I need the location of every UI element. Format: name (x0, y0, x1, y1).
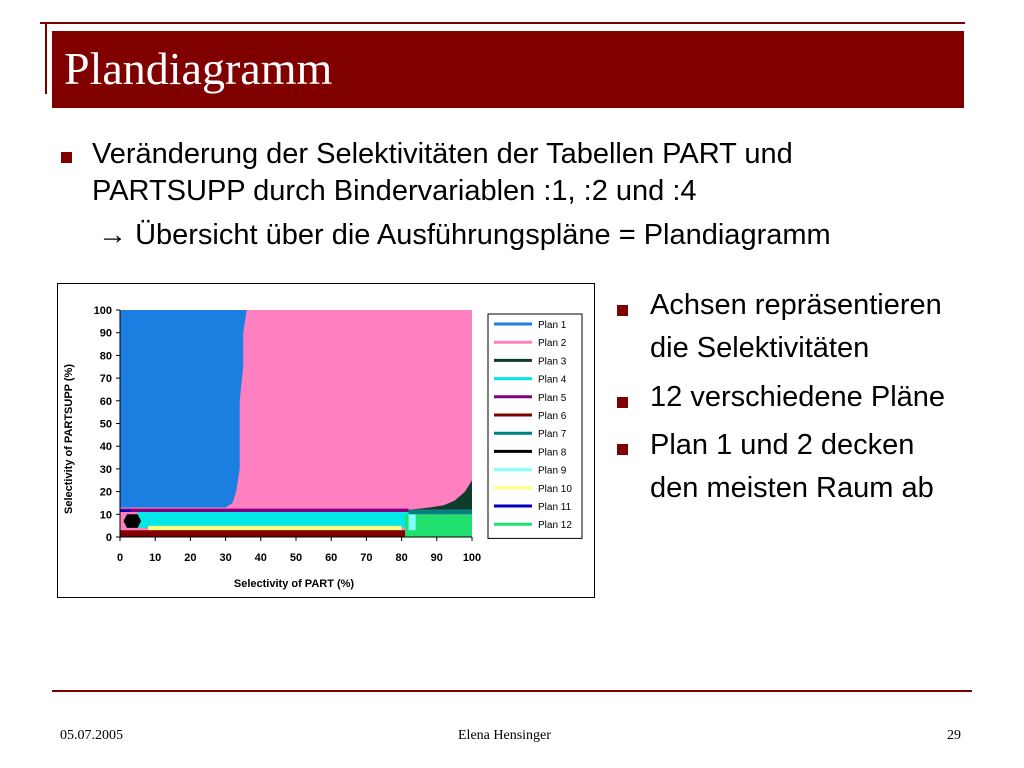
y-tick-label: 80 (99, 350, 112, 363)
legend-label-plan8: Plan 8 (538, 447, 567, 459)
right-bullet-1-line-1: Achsen repräsentieren (650, 289, 942, 321)
bullet-square (61, 152, 72, 163)
right-bullet-3-line-1: Plan 1 und 2 decken (650, 429, 915, 461)
region-plan-4 (138, 512, 409, 528)
y-tick-label: 0 (105, 532, 112, 544)
decorative-left-line (45, 22, 47, 94)
y-tick-label: 40 (99, 441, 112, 454)
y-tick-label: 10 (99, 509, 112, 522)
main-bullet-line-1: Veränderung der Selektivitäten der Tabellen PART und (92, 138, 793, 170)
plan-regions (120, 310, 472, 537)
right-bullet-1-line-2: die Selektivitäten (650, 332, 870, 364)
y-axis-label: Selectivity of PARTSUPP (%) (63, 364, 75, 514)
footer-divider (52, 690, 972, 692)
legend-label-plan7: Plan 7 (538, 429, 567, 441)
x-tick-label: 0 (116, 552, 124, 564)
x-tick-label: 60 (325, 552, 338, 564)
region-plan-1 (120, 310, 247, 508)
x-tick-label: 50 (289, 552, 303, 564)
y-tick-label: 30 (99, 463, 112, 476)
legend-label-plan4: Plan 4 (538, 374, 567, 386)
y-tick-label: 20 (99, 486, 112, 499)
region-plan-5 (120, 509, 409, 512)
chart-legend (488, 314, 582, 538)
legend-label-plan6: Plan 6 (538, 411, 567, 422)
legend-label-plan12: Plan 12 (538, 520, 572, 532)
decorative-top-line (40, 22, 965, 24)
region-plan-11 (120, 510, 131, 512)
region-plan-9 (409, 514, 416, 530)
plan-diagram-chart (57, 283, 595, 598)
bullet-square (617, 444, 628, 455)
x-tick-label: 40 (254, 552, 267, 564)
region-plan-6 (120, 530, 409, 537)
region-plan-10 (148, 526, 401, 531)
footer-date: 05.07.2005 (60, 728, 123, 743)
right-bullet-3-line-2: den meisten Raum ab (650, 472, 934, 504)
footer-author: Elena Hensinger (458, 728, 551, 743)
x-tick-label: 30 (219, 552, 232, 564)
region-plan-7 (409, 510, 472, 515)
slide-title: Plandiagramm (64, 43, 333, 94)
main-bullet-line-3-text: Übersicht über die Ausführungspläne = Plandiagramm (135, 219, 831, 251)
y-tick-label: 100 (93, 305, 112, 317)
legend-label-plan3: Plan 3 (538, 356, 567, 368)
x-tick-label: 10 (149, 552, 162, 564)
x-axis-label: Selectivity of PART (%) (233, 578, 355, 590)
y-tick-label: 50 (99, 418, 112, 431)
y-tick-label: 70 (99, 373, 112, 386)
x-tick-label: 70 (360, 552, 373, 564)
legend-label-plan11: Plan 11 (538, 502, 572, 513)
title-bar (52, 31, 964, 108)
y-tick-label: 90 (99, 327, 112, 340)
x-tick-label: 20 (184, 552, 197, 564)
legend-label-plan10: Plan 10 (538, 483, 572, 495)
legend-label-plan5: Plan 5 (538, 392, 567, 404)
region-plan-8 (124, 514, 142, 528)
legend-label-plan1: Plan 1 (538, 320, 567, 331)
bullet-square (617, 305, 628, 316)
footer-page-number: 29 (947, 728, 961, 743)
main-bullet-line-3 (98, 217, 831, 253)
y-tick-label: 60 (99, 395, 112, 408)
arrow-right-icon: → (98, 219, 127, 251)
x-tick-label: 90 (430, 552, 443, 564)
right-bullet-2-line-1: 12 verschiedene Pläne (650, 381, 946, 413)
plan-diagram-svg (58, 284, 594, 597)
x-tick-label: 80 (395, 552, 408, 564)
x-tick-label: 100 (462, 552, 482, 564)
main-bullet-line-2: PARTSUPP durch Bindervariablen :1, :2 und :4 (92, 175, 697, 207)
legend-label-plan9: Plan 9 (538, 465, 567, 477)
bullet-square (617, 397, 628, 408)
legend-label-plan2: Plan 2 (538, 338, 567, 350)
